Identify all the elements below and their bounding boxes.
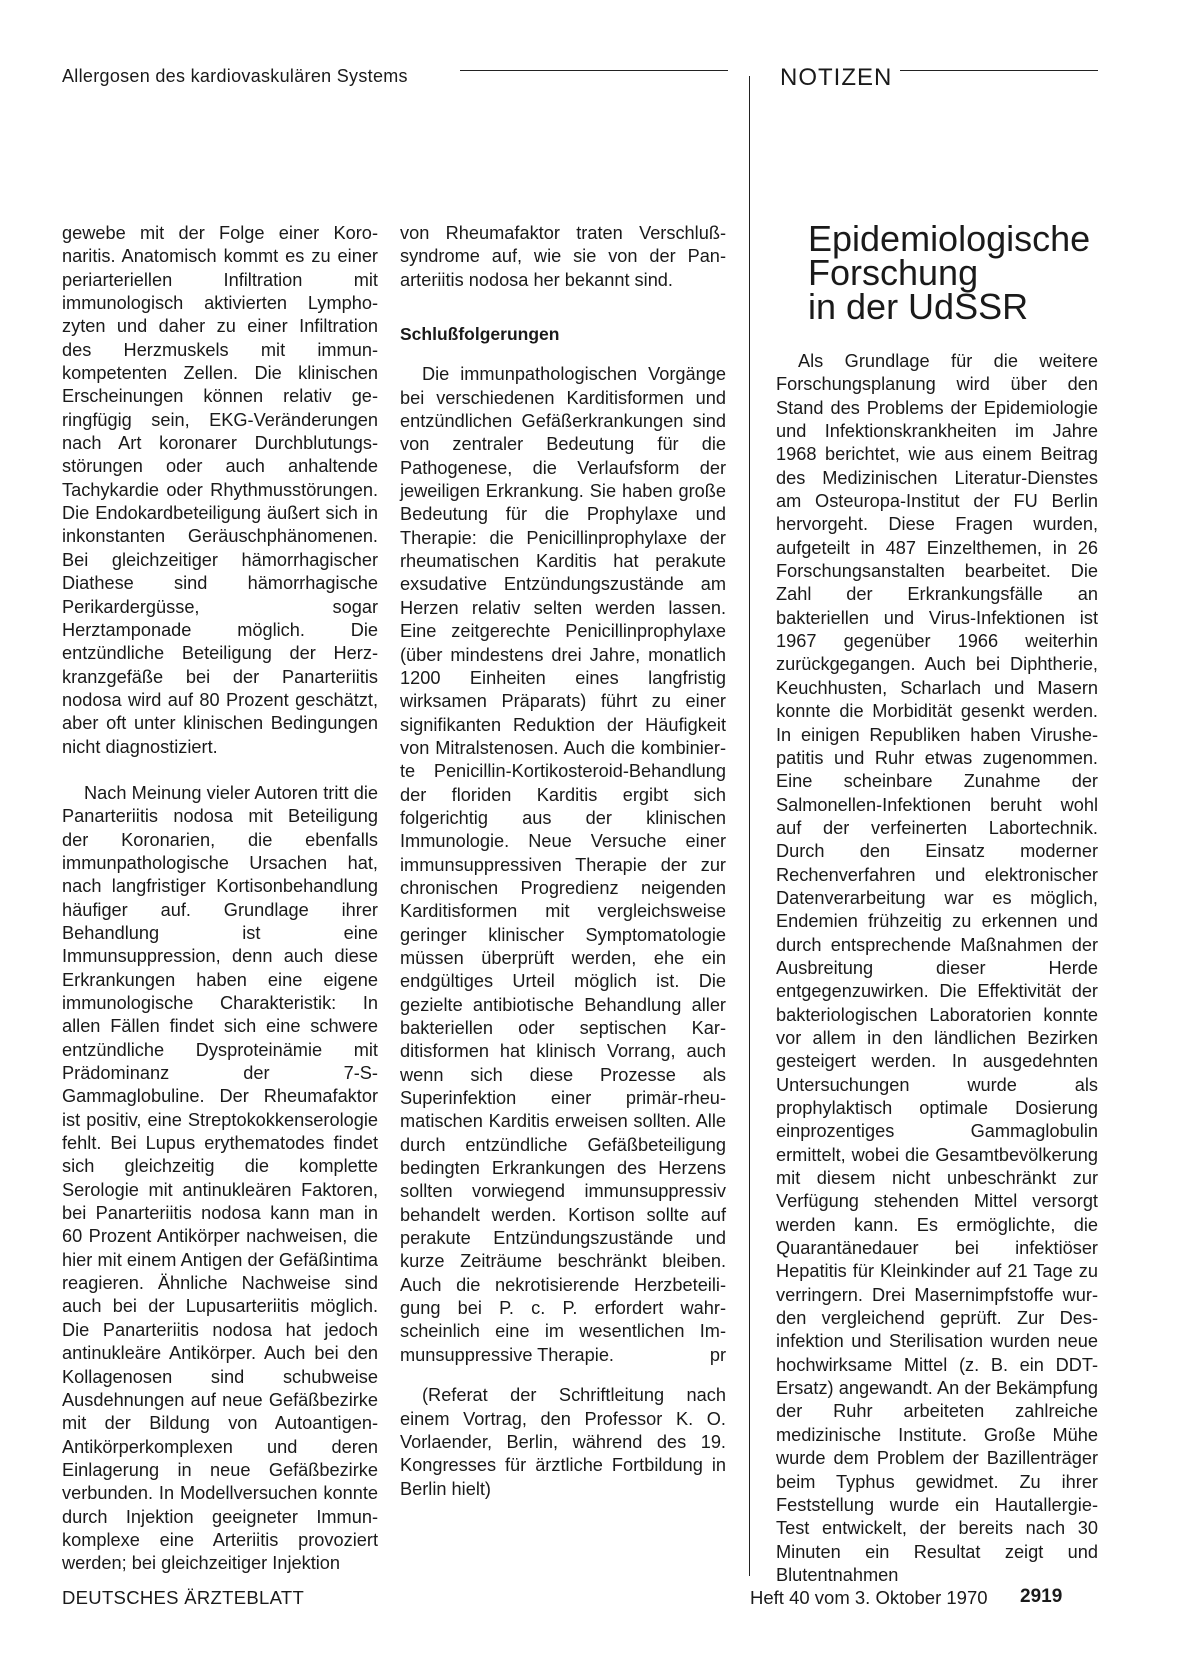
article-title — [808, 218, 1108, 327]
page-number: 2919 — [1020, 1586, 1063, 1607]
article-title-line-1: Epidemiologische — [808, 218, 1091, 259]
column-3-paragraph-1: Als Grundlage für die weitere Forschungsplanung wird über den Stand des Problems der Epidemiologie und Infektionskrankheiten im Jahre 1968 berichtet, wie aus einem Beitrag des Medizinischen Literatur-Dienstes am Osteuropa-Institut der FU Berlin hervorgeht. Diese Fragen wurden, aufgeteilt in 487 Einzelthemen, in 26 Forschungsanstalten bearbeitet. Die Zahl der Erkrankungsfälle an bakteriellen und Virus-Infektionen ist 1967 gegenüber 1966 weiterhin zurückgegangen. Auch bei Diphtherie, Keuchhusten, Scharlach und Masern konnte die Morbidität gesenkt werden. In einigen Republiken haben Virushepatitis und Ruhr etwas zugenommen. Eine scheinbare Zunahme der Salmonellen-Infektionen beruht wohl auf der verfeinerten Labortechnik. Durch den Einsatz moderner Rechenverfahren und elektronischer Datenverarbeitung war es möglich, Endemien frühzeitig zu erkennen und durch entsprechende Maßnahmen der Ausbreitung dieser Herde entgegenzuwirken. Die Effektivität der bakteriologischen Laboratorien konnte vor allem in den ländlichen Bezirken gesteigert werden. In ausgedehnten Untersuchungen wurde als prophylaktisch optimale Dosierung einprozentiges Gammaglobulin ermittelt, wobei die Gesamtbevölkerung mit diesem nicht unbeschränkt zur Verfügung stehenden Mittel versorgt werden kann. Es ermöglichte, die Quarantänedauer bei infektiöser Hepatitis für Kleinkinder auf 21 Tage zu verringern. Drei Masernimpfstoffe wurden vergleichend geprüft. Zur Desinfektion und Sterilisation wurden neue hochwirksame Mittel (z. B. ein DDT-Ersatz) angewandt. An der Bekämpfung der Ruhr arbeiteten zahlreiche medizinische Institute. Große Mühe wurde dem Problem der Bazillenträger beim Typhus gewidmet. Zu ihrer Feststellung wurde ein Hautallergie-Test entwickelt, der bereits nach 30 Minuten ein Resultat zeigt und Blutentnahmen — [776, 351, 1098, 1585]
header-rule-right — [900, 70, 1098, 71]
editorial-reference-note: (Referat der Schriftleitung nach einem Vortrag, den Professor K. O. Vorlaender, Berlin, während des 19. Kongresses für ärztliche Fortbildung in Berlin hielt) — [400, 1385, 726, 1499]
author-signature: pr — [709, 1344, 726, 1365]
column-3 — [776, 350, 1098, 1587]
column-1 — [62, 222, 378, 1576]
column-divider — [749, 76, 750, 1576]
column-2-paragraph-2 — [400, 363, 726, 1367]
column-2-paragraph-1: von Rheumafaktor traten Verschlußsyndrome auf, wie sie von der Panarteriitis nodosa her bekannt sind. — [400, 223, 726, 290]
footer-issue-date: Heft 40 vom 3. Oktober 1970 — [750, 1587, 988, 1608]
section-label: NOTIZEN — [780, 64, 893, 91]
column-1-paragraph-1: gewebe mit der Folge einer Koronaritis. Anatomisch kommt es zu einer periarteriellen Infiltration mit immunologisch aktivierten Lymphozyten und daher zu einer Infiltration des Herzmuskels mit immunkompetenten Zellen. Die klinischen Erscheinungen können relativ geringfügig sein, EKG-Veränderungen nach Art koronarer Durchblutungsstörungen oder auch anhaltende Tachykardie oder Rhythmusstörungen. Die Endokardbeteiligung äußert sich in inkonstanten Geräuschphänomenen. Bei gleichzeitiger hämorrhagischer Diathese sind hämorrhagische Perikardergüsse, sogar Herztamponade möglich. Die entzündliche Beteiligung der Herzkranzgefäße bei der Panarteriitis nodosa wird auf 80 Prozent geschätzt, aber oft unter klinischen Bedingungen nicht diagnostiziert. — [62, 223, 378, 757]
column-2-paragraph-2-text: Die immunpathologischen Vorgänge bei verschiedenen Karditisformen und entzündlichen Gefäßerkrankungen sind von zentraler Bedeutung für die Pathogenese, die Verlaufsform der jeweiligen Erkrankung. Sie haben große Bedeutung für die Prophylaxe und Therapie: die Penicillinprophylaxe der rheumatischen Karditis hat perakute exsudative Entzündungszustände am Herzen relativ selten werden lassen. Eine zeitgerechte Penicillinprophylaxe (über mindestens drei Jahre, monatlich 1200 Einheiten eines langfristig wirksamen Präparats) führt zu einer signifikanten Reduktion der Häufigkeit von Mitralstenosen. Auch die kombinierte Penicillin-Kortikosteroid-Behandlung der floriden Karditis ergibt sich folgerichtig aus der klinischen Immunologie. Neue Versuche einer immunsuppressiven Therapie der zur chronischen Progredienz neigenden Karditisformen mit vergleichsweise geringer klinischer Symptomatologie müssen überprüft werden, ehe ein endgültiges Urteil möglich ist. Die gezielte antibiotische Behandlung aller bakteriellen oder septischen Karditisformen hat klinisch Vorrang, auch wenn sich diese Prozesse als Superinfektion einer primär-rheumatischen Karditis erweisen sollten. Alle durch entzündliche Gefäßbeteiligung bedingten Erkrankungen des Herzens sollten vorwiegend immunsuppressiv behandelt werden. Kortison sollte auf perakute Entzündungszustände und kurze Zeiträume beschränkt bleiben. Auch die nekrotisierende Herzbeteiligung bei P. c. P. erfordert wahrscheinlich eine im wesentlichen Immunsuppressive Therapie. — [400, 364, 726, 1365]
running-header-title: Allergosen des kardiovaskulären Systems — [62, 66, 408, 86]
column-1-paragraph-2: Nach Meinung vieler Autoren tritt die Panarteriitis nodosa mit Beteiligung der Koronarien, die ebenfalls immunpathologische Ursachen hat, nach langfristiger Kortisonbehandlung häufiger auf. Grundlage ihrer Behandlung ist eine Immunsuppression, denn auch diese Erkrankungen haben eine eigene immunologische Charakteristik: In allen Fällen findet sich eine schwere entzündliche Dysproteinämie mit Prädominanz der 7-S-Gammaglobuline. Der Rheumafaktor ist positiv, eine Streptokokkenserologie fehlt. Bei Lupus erythematodes findet sich gleichzeitig die komplette Serologie mit antinukleären Faktoren, bei Panarteriitis nodosa kann man in 60 Prozent Antikörper nachweisen, die hier mit einem Antigen der Gefäßintima reagieren. Ähnliche Nachweise sind auch bei der Lupusarteriitis möglich. Die Panarteriitis nodosa hat jedoch antinukleäre Antikörper. Auch bei den Kollagenosen sind schubweise Ausdehnungen auf neue Gefäßbezirke mit der Bildung von Autoantigen-Antikörperkomplexen und deren Einlagerung in neue Gefäßbezirke verbunden. In Modellversuchen konnte durch Injektion geeigneter Immunkomplexe eine Arteriitis provoziert werden; bei gleichzeitiger Injektion — [62, 782, 378, 1574]
footer-journal-name: DEUTSCHES ÄRZTEBLATT — [62, 1587, 305, 1608]
article-title-line-2: Forschung — [808, 252, 979, 293]
article-title-line-3: in der UdSSR — [808, 286, 1029, 327]
section-heading: Schlußfolgerungen — [400, 324, 560, 345]
header-rule-left — [460, 70, 728, 71]
column-2 — [400, 222, 726, 1501]
